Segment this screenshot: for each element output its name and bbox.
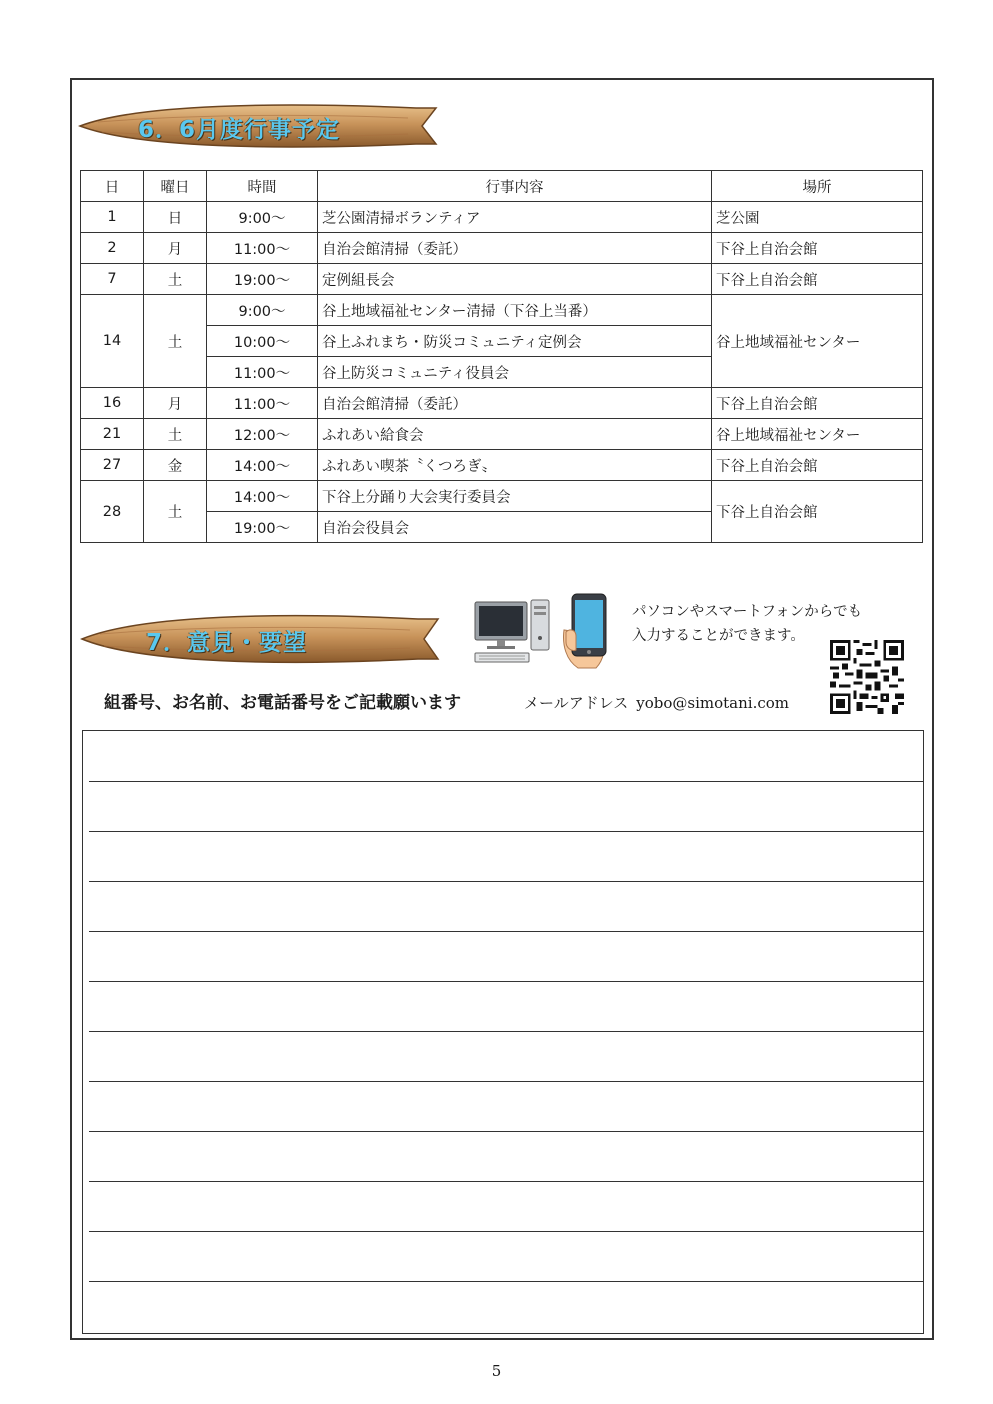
time-cell: 9:00～ xyxy=(207,202,318,233)
writing-line xyxy=(89,1131,923,1132)
qr-code-icon[interactable] xyxy=(830,640,904,718)
event-cell: 谷上地域福祉センター清掃（下谷上当番） xyxy=(318,295,712,326)
place-cell: 下谷上自治会館 xyxy=(712,481,923,543)
day-cell: 1 xyxy=(81,202,144,233)
writing-line xyxy=(89,931,923,932)
place-cell: 谷上地域福祉センター xyxy=(712,295,923,388)
writing-line xyxy=(89,1031,923,1032)
time-cell: 19:00～ xyxy=(207,512,318,543)
time-cell: 11:00～ xyxy=(207,357,318,388)
day-cell: 7 xyxy=(81,264,144,295)
weekday-cell: 金 xyxy=(144,450,207,481)
time-cell: 11:00～ xyxy=(207,388,318,419)
section7-title-board xyxy=(80,610,442,668)
day-cell: 14 xyxy=(81,295,144,388)
table-row xyxy=(81,419,923,450)
table-row xyxy=(81,202,923,233)
table-row xyxy=(81,481,923,512)
writing-line xyxy=(89,831,923,832)
table-row xyxy=(81,264,923,295)
event-cell: 谷上ふれまち・防災コミュニティ定例会 xyxy=(318,326,712,357)
email-label: メールアドレス xyxy=(524,694,629,712)
event-cell: 下谷上分踊り大会実行委員会 xyxy=(318,481,712,512)
event-cell: 自治会館清掃（委託） xyxy=(318,388,712,419)
place-cell: 下谷上自治会館 xyxy=(712,450,923,481)
event-cell: 自治会役員会 xyxy=(318,512,712,543)
online-input-note xyxy=(632,600,862,648)
input-note-line2: 入力することができます。 xyxy=(632,628,805,644)
writing-line xyxy=(89,1081,923,1082)
writing-line xyxy=(89,1181,923,1182)
table-row xyxy=(81,295,923,326)
weekday-cell: 土 xyxy=(144,295,207,388)
weekday-cell: 土 xyxy=(144,481,207,543)
event-cell: ふれあい喫茶〝くつろぎ〟 xyxy=(318,450,712,481)
place-cell: 下谷上自治会館 xyxy=(712,388,923,419)
time-cell: 9:00～ xyxy=(207,295,318,326)
weekday-cell: 月 xyxy=(144,233,207,264)
weekday-cell: 土 xyxy=(144,419,207,450)
weekday-cell: 土 xyxy=(144,264,207,295)
weekday-cell: 月 xyxy=(144,388,207,419)
day-cell: 16 xyxy=(81,388,144,419)
header-event: 行事内容 xyxy=(318,171,712,202)
page-number: 5 xyxy=(491,1362,502,1380)
place-cell: 下谷上自治会館 xyxy=(712,233,923,264)
writing-line xyxy=(89,1231,923,1232)
weekday-cell: 日 xyxy=(144,202,207,233)
time-cell: 14:00～ xyxy=(207,450,318,481)
schedule-table xyxy=(80,170,923,543)
table-row xyxy=(81,450,923,481)
event-cell: 谷上防災コミュニティ役員会 xyxy=(318,357,712,388)
time-cell: 14:00～ xyxy=(207,481,318,512)
day-cell: 28 xyxy=(81,481,144,543)
header-place: 場所 xyxy=(712,171,923,202)
time-cell: 10:00～ xyxy=(207,326,318,357)
section6-title: 6．6月度行事予定 xyxy=(138,117,341,143)
writing-line xyxy=(89,981,923,982)
time-cell: 11:00～ xyxy=(207,233,318,264)
header-day: 日 xyxy=(81,171,144,202)
event-cell: 芝公園清掃ボランティア xyxy=(318,202,712,233)
event-cell: 定例組長会 xyxy=(318,264,712,295)
time-cell: 19:00～ xyxy=(207,264,318,295)
place-cell: 谷上地域福祉センター xyxy=(712,419,923,450)
writing-line xyxy=(89,781,923,782)
place-cell: 下谷上自治会館 xyxy=(712,264,923,295)
day-cell: 2 xyxy=(81,233,144,264)
section7-title: 7．意見・要望 xyxy=(146,630,308,656)
header-time: 時間 xyxy=(207,171,318,202)
email-address[interactable]: yobo@simotani.com xyxy=(636,694,790,712)
table-row xyxy=(81,233,923,264)
writing-line xyxy=(89,881,923,882)
writing-line xyxy=(89,1281,923,1282)
event-cell: 自治会館清掃（委託） xyxy=(318,233,712,264)
event-cell: ふれあい給食会 xyxy=(318,419,712,450)
smartphone-in-hand-icon xyxy=(560,590,612,674)
email-line xyxy=(524,692,789,713)
input-note-line1: パソコンやスマートフォンからでも xyxy=(632,604,863,620)
header-weekday: 曜日 xyxy=(144,171,207,202)
table-header-row xyxy=(81,171,923,202)
day-cell: 27 xyxy=(81,450,144,481)
time-cell: 12:00～ xyxy=(207,419,318,450)
day-cell: 21 xyxy=(81,419,144,450)
contact-instruction: 組番号、お名前、お電話番号をご記載願います xyxy=(104,693,461,713)
desktop-computer-icon xyxy=(473,598,553,668)
table-row xyxy=(81,388,923,419)
feedback-writing-area[interactable] xyxy=(82,730,924,1334)
place-cell: 芝公園 xyxy=(712,202,923,233)
section6-title-board xyxy=(78,100,440,152)
